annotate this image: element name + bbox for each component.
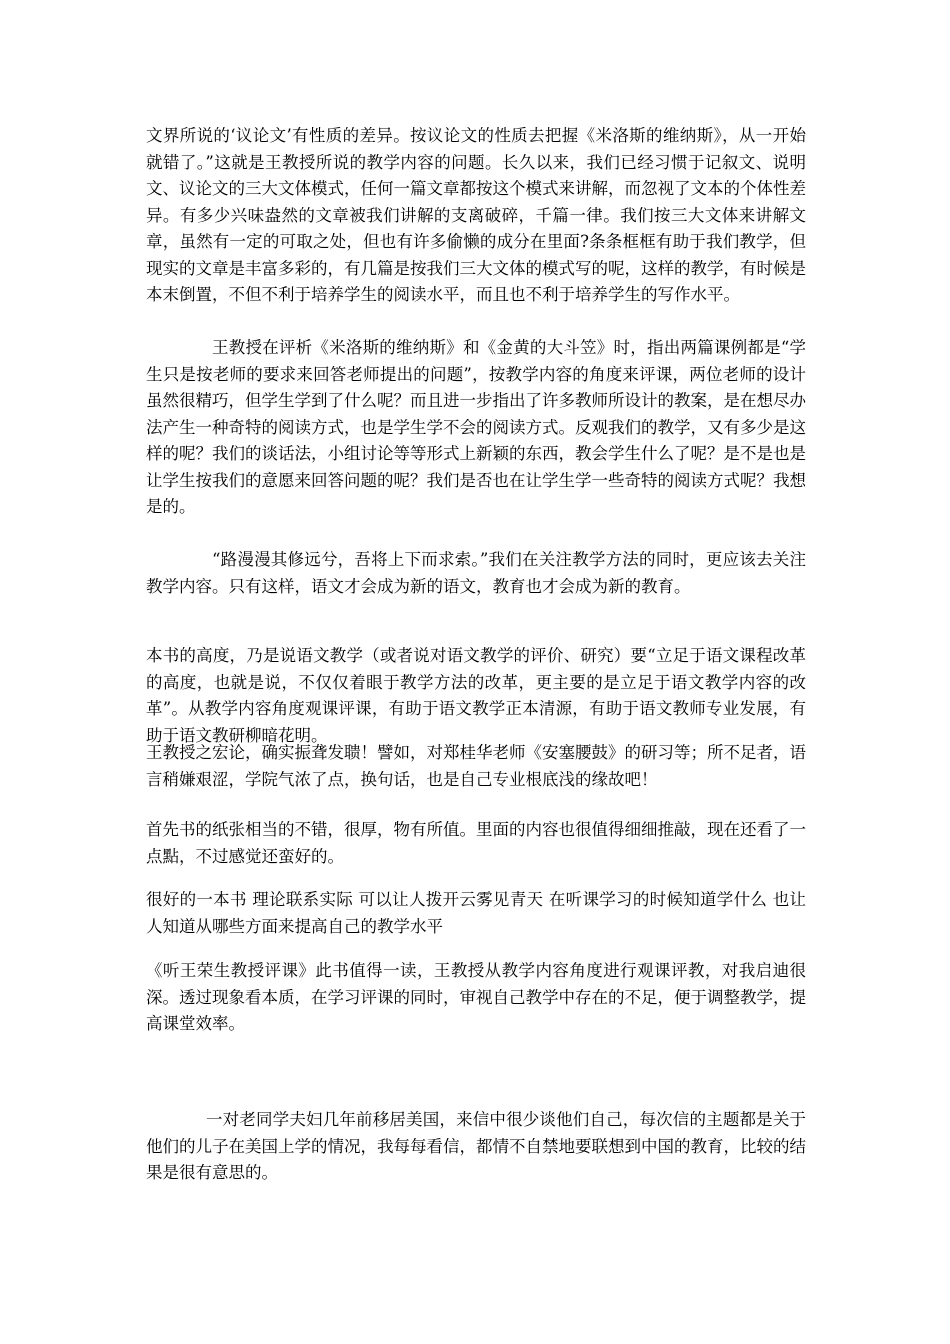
paragraph-good-book: 很好的一本书 理论联系实际 可以让人拨开云雾见青天 在听课学习的时候知道学什么 也让人知道从哪些方面来提高自己的教学水平 [146,890,806,936]
paragraph-book-height: 本书的高度，乃是说语文教学（或者说对语文教学的评价、研究）要“立足于语文课程改革的高度，也就是说，不仅仅着眼于教学方法的改革，更主要的是立足于语文教学内容的改革”。从教学内容角度观课评课，有助于语文教学正本清源，有助于语文教师专业发展，有助于语文教研柳暗花明。 [146,646,806,745]
paragraph-professor-theory: 王教授之宏论，确实振聋发聩！譬如，对郑桂华老师《安塞腰鼓》的研习等；所不足者，语言稍嫌艰涩，学院气浓了点，换句话，也是自己专业根底浅的缘故吧！ [146,743,806,789]
paragraph-text-genre: 文界所说的‘议论文’有性质的差异。按议论文的性质去把握《米洛斯的维纳斯》，从一开始就错了。”这就是王教授所说的教学内容的问题。长久以来，我们已经习惯于记叙文、说明文、议论文的三大文体模式，任何一篇文章都按这个模式来讲解，而忽视了文本的个体性差异。有多少兴味盎然的文章被我们讲解的支离破碎，千篇一律。我们按三大文体来讲解文章，虽然有一定的可取之处，但也有许多偷懒的成分在里面?条条框框有助于我们教学，但现实的文章是丰富多彩的，有几篇是按我们三大文体的模式写的呢，这样的教学，有时候是本末倒置，不但不利于培养学生的阅读水平，而且也不利于培养学生的写作水平。 [146,126,806,304]
paragraph-old-classmates: 一对老同学夫妇几年前移居美国，来信中很少谈他们自己，每次信的主题都是关于他们的儿子在美国上学的情况，我每每看信，都情不自禁地要联想到中国的教育，比较的结果是很有意思的。 [146,1110,806,1182]
paragraph-worth-reading: 《听王荣生教授评课》此书值得一读，王教授从教学内容角度进行观课评教，对我启迪很深。透过现象看本质，在学习评课的同时，审视自己教学中存在的不足，便于调整教学，提高课堂效率。 [146,961,806,1033]
paragraph-venus-analysis: 王教授在评析《米洛斯的维纳斯》和《金黄的大斗笠》时，指出两篇课例都是“学生只是按老师的要求来回答老师提出的问题”，按教学内容的角度来评课，两位老师的设计虽然很精巧，但学生学到了什么呢？而且进一步指出了许多教师所设计的教案，是在想尽办法产生一种奇特的阅读方式，也是学生学不会的阅读方式。反观我们的教学，又有多少是这样的呢？我们的谈话法，小组讨论等等形式上新颖的东西，教会学生什么了呢？是不是也是让学生按我们的意愿来回答问题的呢？我们是否也在让学生学一些奇特的阅读方式呢？我想是的。 [146,338,806,516]
paragraph-quote-conclusion: “路漫漫其修远兮，吾将上下而求索。”我们在关注教学方法的同时，更应该去关注教学内容。只有这样，语文才会成为新的语文，教育也才会成为新的教育。 [146,550,806,596]
paragraph-paper-quality: 首先书的纸张相当的不错，很厚，物有所值。里面的内容也很值得细细推敲，现在还看了一点點，不过感觉还蛮好的。 [146,820,806,866]
